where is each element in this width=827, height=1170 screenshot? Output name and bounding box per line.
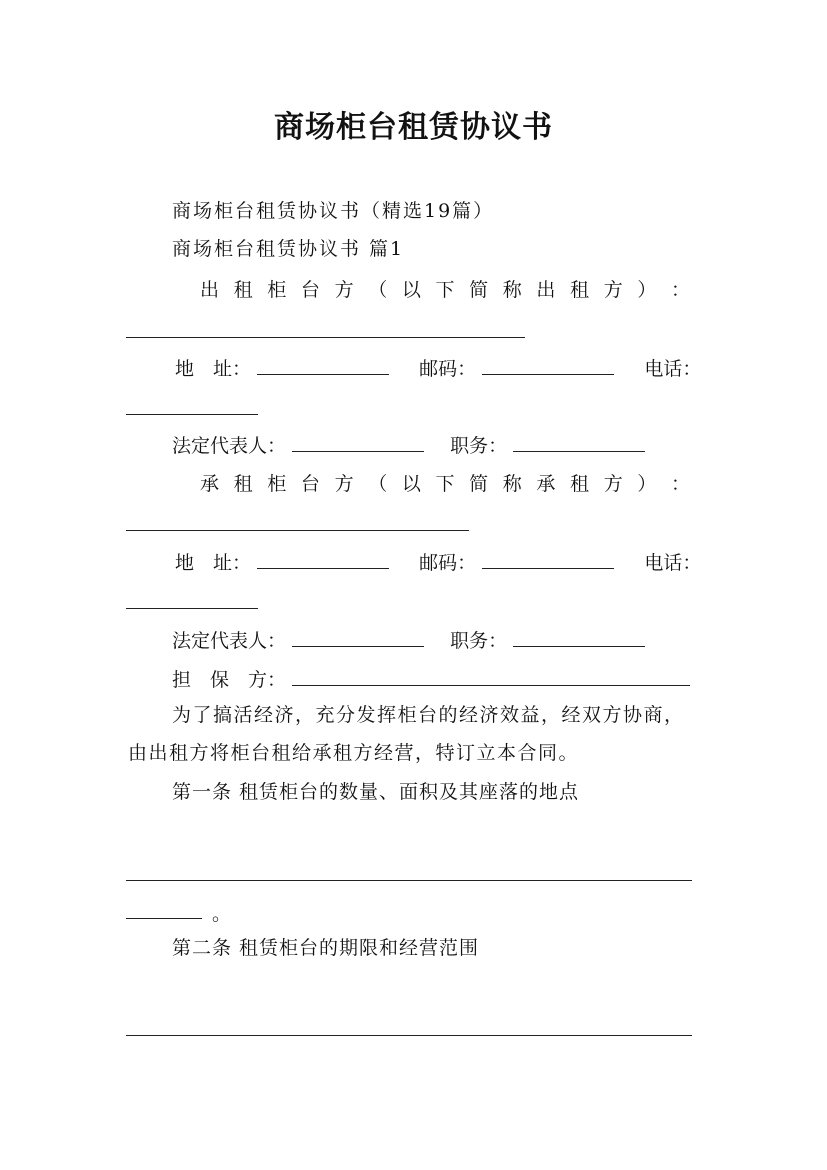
lessee-phone-blank[interactable] [126, 608, 258, 609]
document-title: 商场柜台租赁协议书 [274, 110, 553, 145]
lessor-char: 台 [300, 279, 320, 301]
lessee-char: 租 [570, 473, 590, 495]
lessor-name-blank[interactable] [126, 337, 525, 338]
lessee-char: 称 [502, 473, 522, 495]
lessor-phone-blank[interactable] [126, 414, 258, 415]
lessor-char: 租 [570, 279, 590, 301]
phone-label: 电话： [644, 552, 702, 574]
position-label: 职务： [450, 630, 508, 652]
subtitle: 商场柜台租赁协议书（精选19篇） [172, 200, 495, 222]
lessor-address-blank[interactable] [257, 357, 389, 375]
lessor-rep-row [172, 434, 645, 456]
lessor-char: 下 [435, 279, 455, 301]
lessor-char: 称 [502, 279, 522, 301]
lessee-char: ： [670, 473, 690, 495]
position-label: 职务： [450, 435, 508, 457]
lessee-rep-blank[interactable] [292, 629, 424, 647]
lessee-name-blank[interactable] [126, 530, 469, 531]
intro-paragraph-line-2: 由出租方将柜台租给承租方经营，特订立本合同。 [128, 742, 580, 764]
guarantor-blank[interactable] [292, 668, 690, 686]
lessee-char: 台 [300, 473, 320, 495]
lessee-char: 承 [536, 473, 556, 495]
legal-rep-label: 法定代表人： [172, 630, 287, 652]
lessee-char: 承 [200, 473, 220, 495]
lessee-char: （ [368, 473, 388, 495]
address-label: 地 址： [175, 552, 252, 574]
lessee-char: 简 [469, 473, 489, 495]
lessor-char: 出 [200, 279, 220, 301]
lessor-char: 方 [334, 279, 354, 301]
lessor-rep-blank[interactable] [292, 434, 424, 452]
postcode-label: 邮码： [419, 358, 477, 380]
lessee-char: 下 [435, 473, 455, 495]
lessor-char: 方 [603, 279, 623, 301]
lessor-char: ： [670, 279, 690, 301]
lessee-rep-row [172, 629, 645, 651]
article-1-period: 。 [212, 903, 232, 925]
lessor-contact-row [175, 357, 701, 379]
lessor-position-blank[interactable] [513, 434, 645, 452]
lessee-char: 以 [401, 473, 421, 495]
address-label: 地 址： [175, 358, 252, 380]
lessor-char: 出 [536, 279, 556, 301]
lessor-char: 柜 [267, 279, 287, 301]
chapter-heading: 商场柜台租赁协议书 篇1 [172, 238, 405, 260]
lessor-char: 简 [469, 279, 489, 301]
lessee-postcode-blank[interactable] [482, 551, 614, 569]
lessor-char: 租 [233, 279, 253, 301]
legal-rep-label: 法定代表人： [172, 435, 287, 457]
lessee-char: 方 [334, 473, 354, 495]
article-2-heading: 第二条 租赁柜台的期限和经营范围 [172, 937, 480, 959]
lessor-char: （ [368, 279, 388, 301]
article-1-blank-continued[interactable] [126, 918, 202, 919]
lessor-char: 以 [401, 279, 421, 301]
article-1-blank[interactable] [126, 880, 692, 881]
article-1-heading: 第一条 租赁柜台的数量、面积及其座落的地点 [172, 781, 580, 803]
article-2-blank[interactable] [126, 1035, 692, 1036]
lessor-postcode-blank[interactable] [482, 357, 614, 375]
lessee-char: ） [637, 473, 657, 495]
guarantor-label: 担 保 方： [172, 669, 287, 691]
lessee-char: 租 [233, 473, 253, 495]
lessee-char: 柜 [267, 473, 287, 495]
postcode-label: 邮码： [419, 552, 477, 574]
lessor-char: ） [637, 279, 657, 301]
phone-label: 电话： [644, 358, 702, 380]
lessee-contact-row [175, 551, 701, 573]
lessee-party-line [200, 475, 690, 494]
guarantor-row [172, 668, 690, 690]
lessee-position-blank[interactable] [513, 629, 645, 647]
lessee-address-blank[interactable] [257, 551, 389, 569]
lessor-party-line [200, 281, 690, 300]
lessee-char: 方 [603, 473, 623, 495]
intro-paragraph-line-1: 为了搞活经济，充分发挥柜台的经济效益，经双方协商， [172, 704, 685, 726]
